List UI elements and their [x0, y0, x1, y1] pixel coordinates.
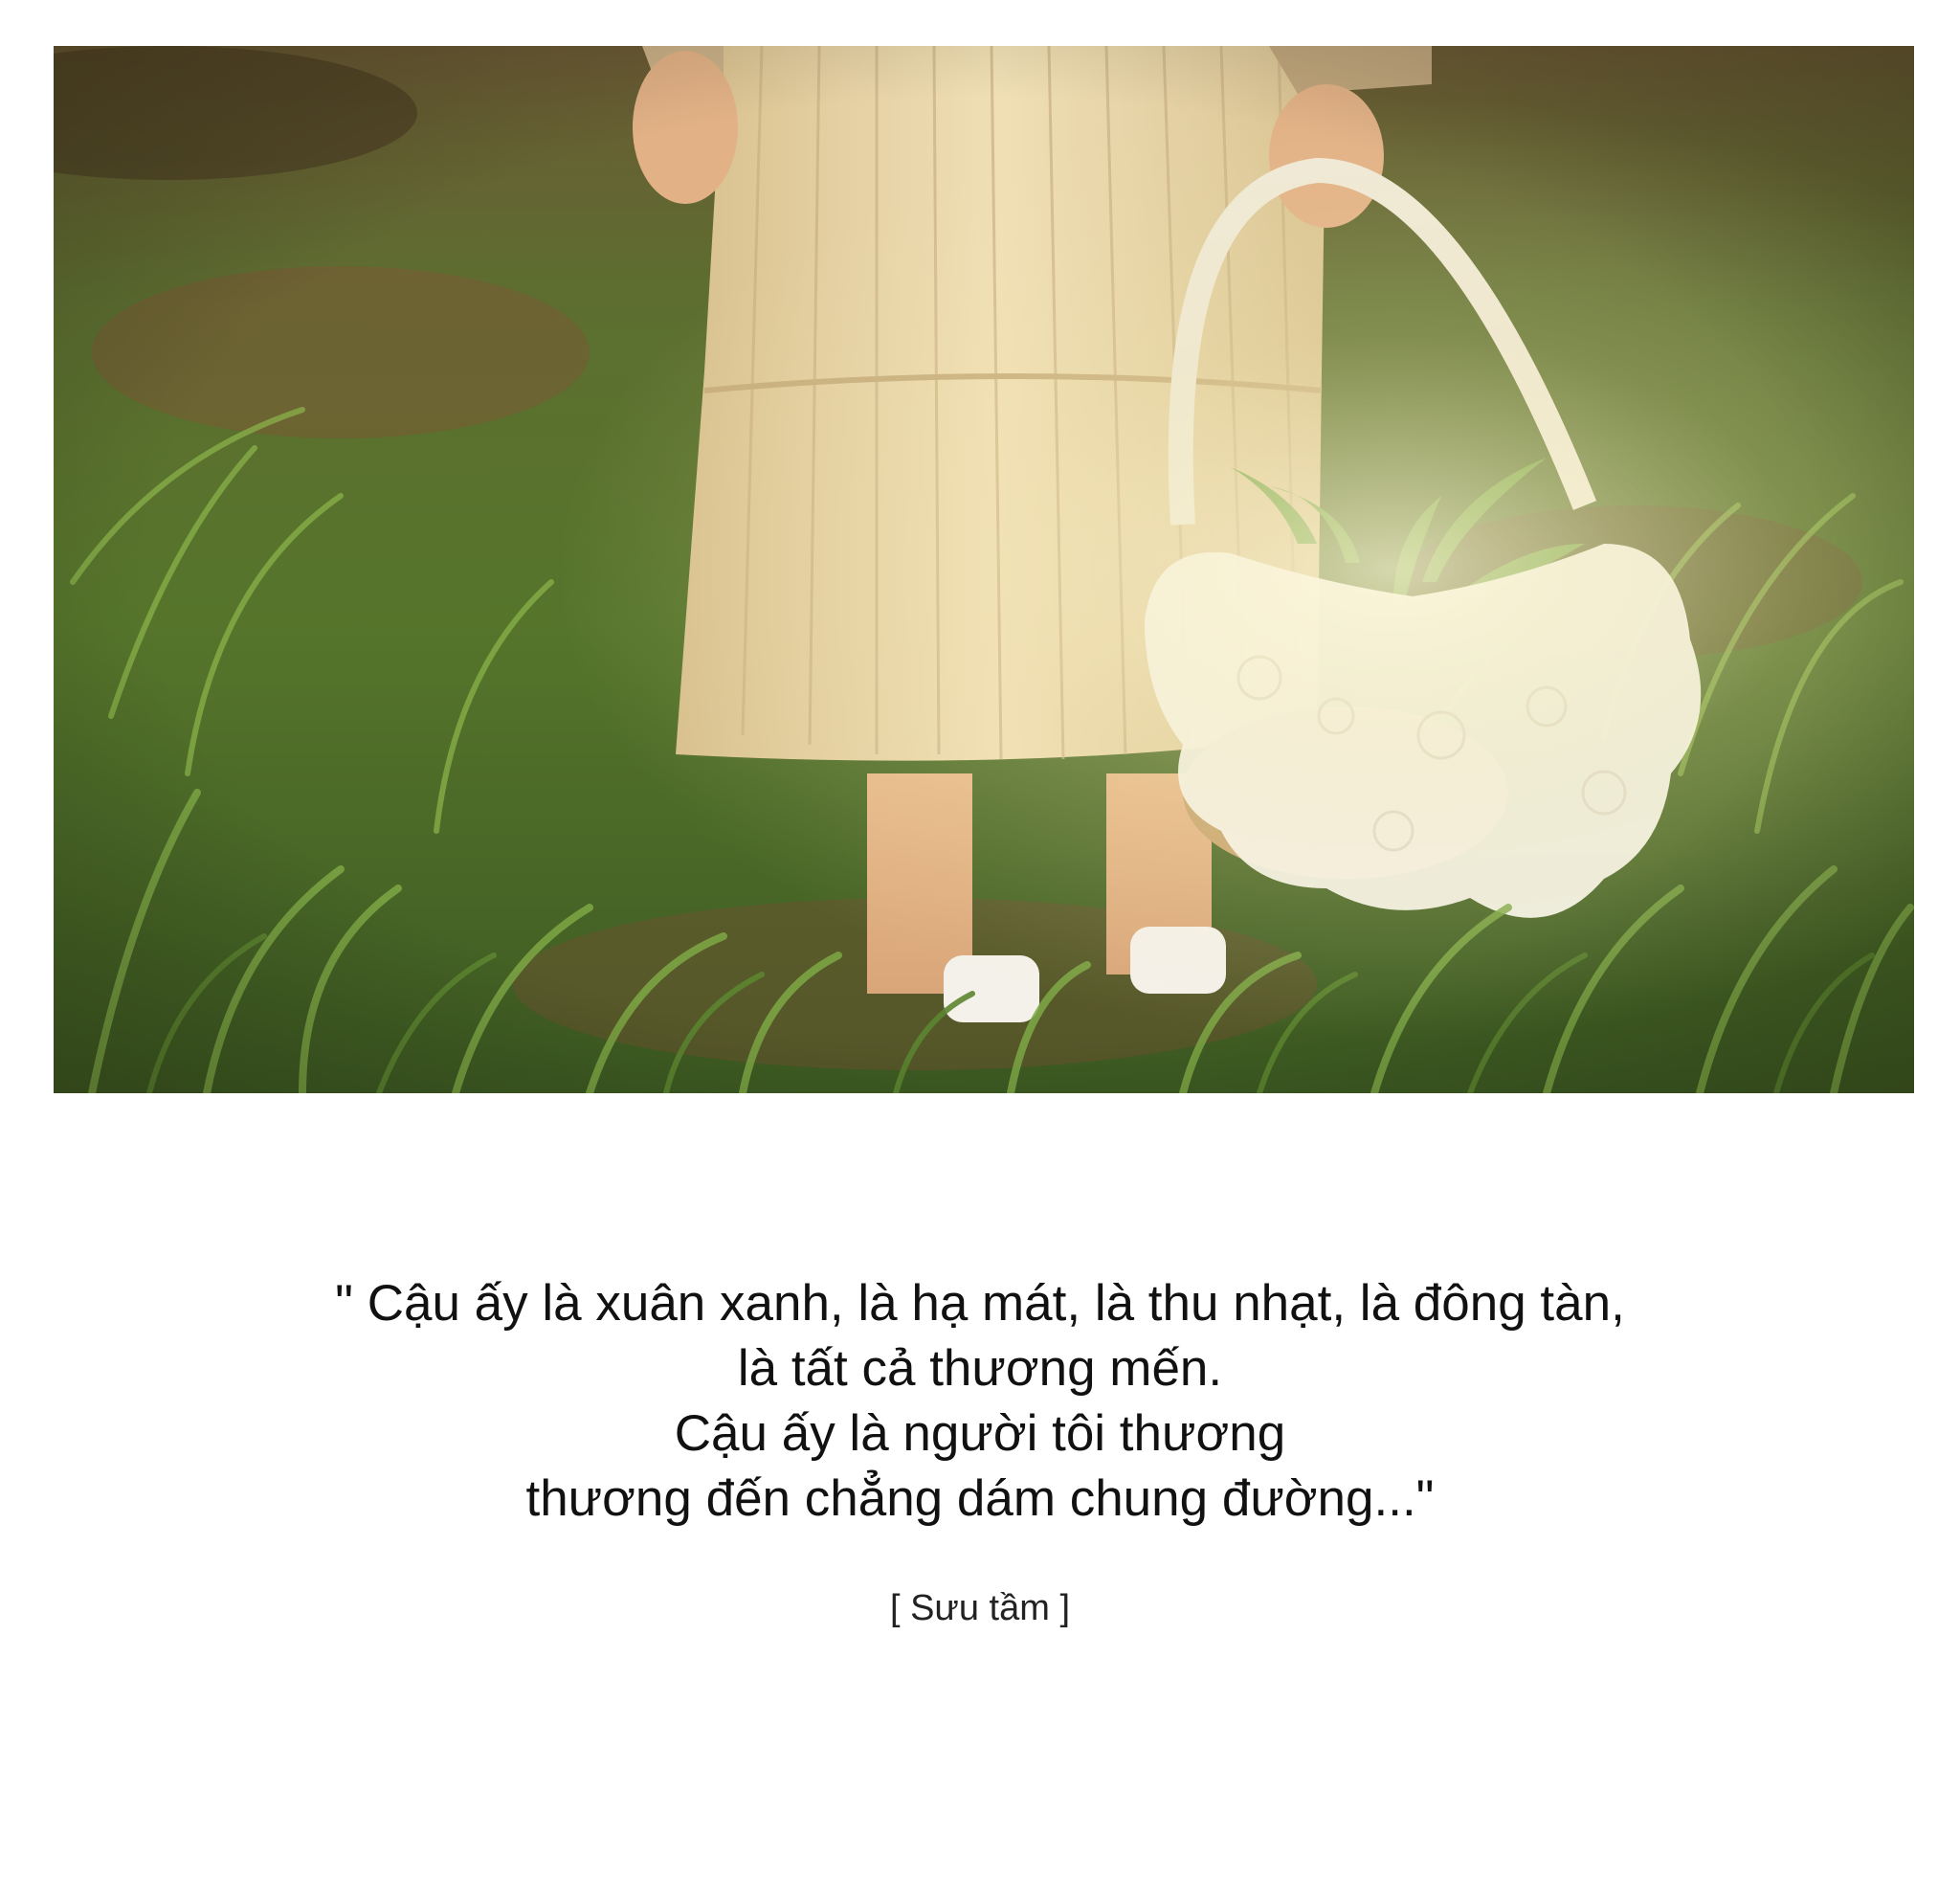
quote-line-2: là tất cả thương mến. [737, 1340, 1223, 1397]
photo-illustration [54, 46, 1914, 1093]
photo-girl-with-basket [54, 46, 1914, 1093]
quote-line-3: Cậu ấy là người tôi thương [674, 1405, 1286, 1462]
quote-block [0, 1271, 1960, 1629]
quote-attribution: [ Sưu tầm ] [889, 1588, 1071, 1628]
quote-line-1: " Cậu ấy là xuân xanh, là hạ mát, là thu nhạt, là đông tàn, [335, 1275, 1625, 1332]
quote-line-4: thương đến chẳng dám chung đường..." [525, 1470, 1435, 1527]
